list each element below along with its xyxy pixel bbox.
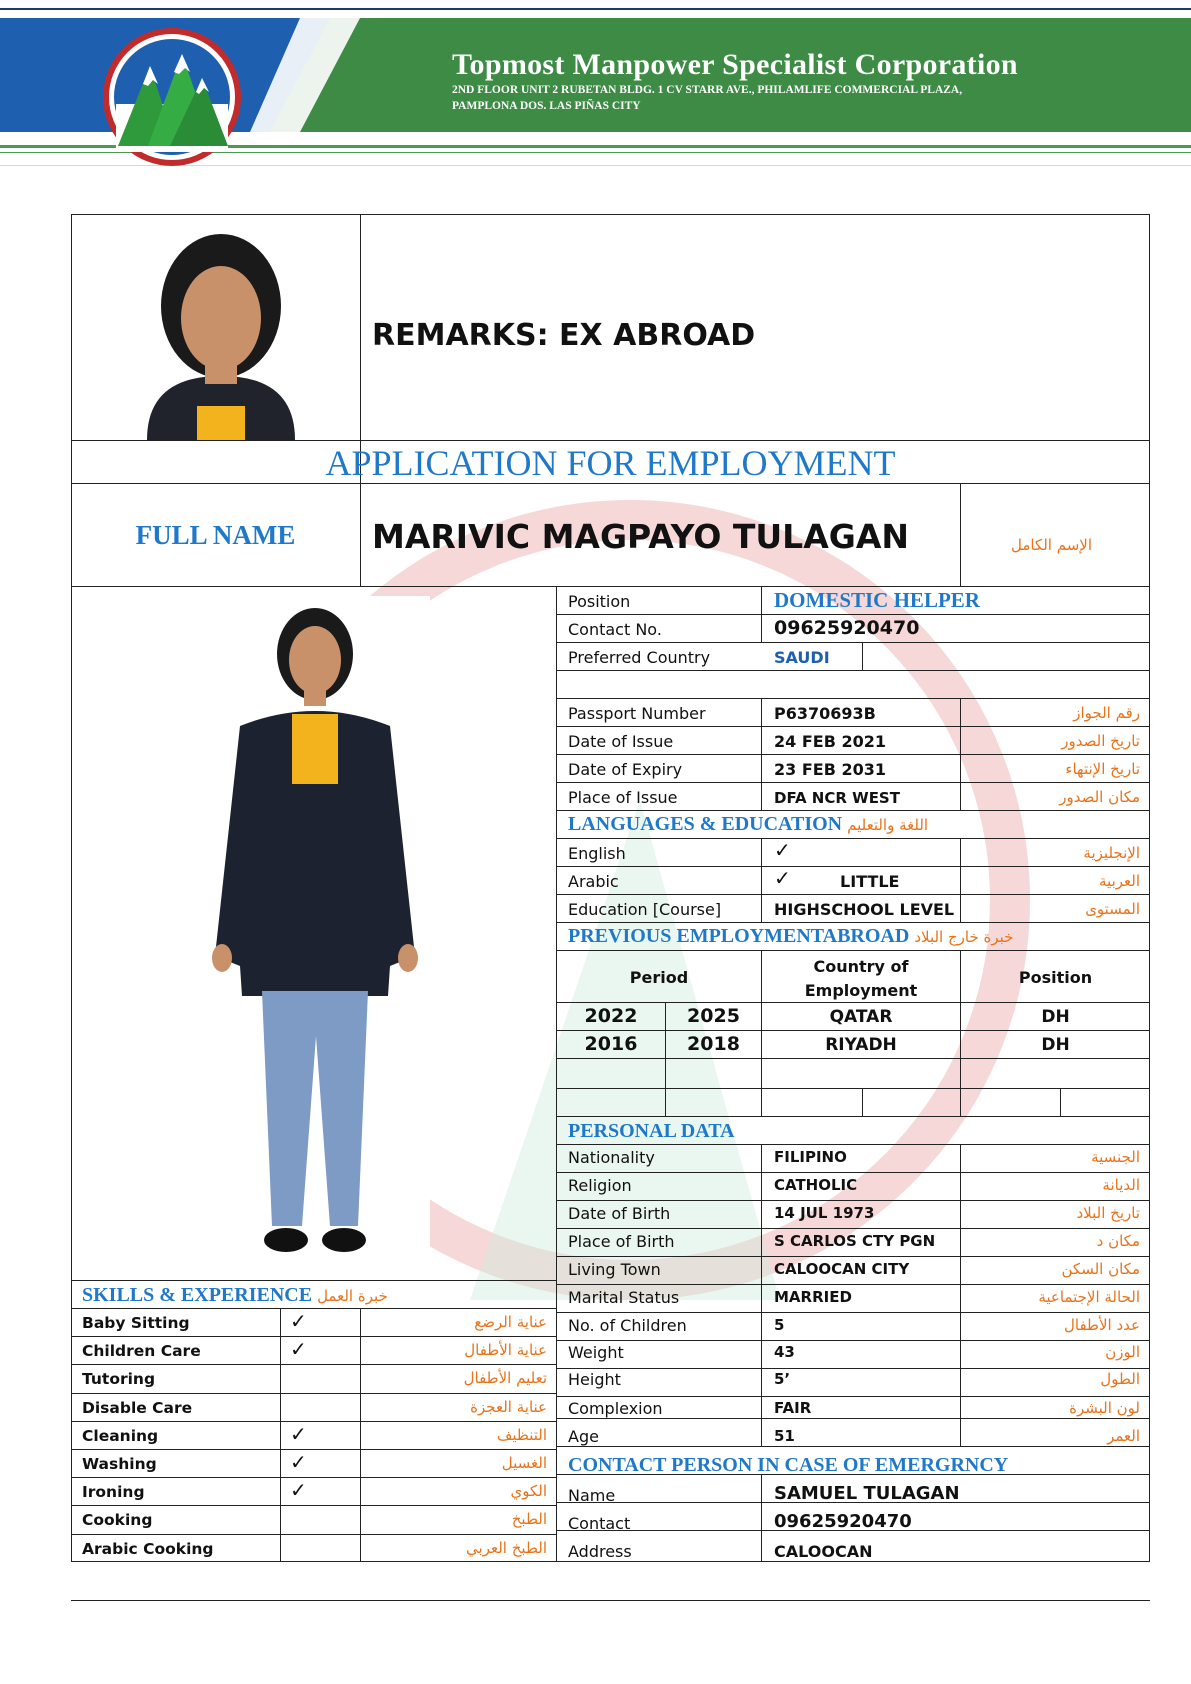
divider	[557, 838, 1150, 839]
divider	[557, 1446, 1150, 1447]
divider	[71, 1393, 557, 1394]
personal-value: CATHOLIC	[774, 1176, 858, 1194]
divider	[360, 1308, 361, 1562]
employment-country: QATAR	[829, 1007, 893, 1027]
english-check-icon: ✓	[774, 838, 791, 862]
divider	[960, 1144, 961, 1446]
divider	[71, 1477, 557, 1478]
english-arabic: الإنجليزية	[1083, 844, 1140, 862]
emergency-address-label: Address	[568, 1542, 632, 1561]
emergency-address-value: CALOOCAN	[774, 1542, 873, 1561]
divider	[557, 782, 1150, 783]
english-label: English	[568, 844, 626, 863]
divider	[557, 1088, 1150, 1089]
skill-arabic: عناية الأطفال	[464, 1341, 547, 1359]
contact-value: 09625920470	[774, 617, 920, 639]
position-header: Position	[1018, 968, 1093, 987]
full-name-value: MARIVIC MAGPAYO TULAGAN	[372, 517, 909, 556]
issue-date-label: Date of Issue	[568, 732, 674, 751]
place-of-issue-label: Place of Issue	[568, 788, 678, 807]
country-header-line-2: Employment	[804, 981, 918, 1000]
position-label: Position	[568, 592, 631, 611]
emergency-section-title: CONTACT PERSON IN CASE OF EMERGRNCY	[568, 1454, 1009, 1476]
arabic-arabic: العربية	[1099, 872, 1140, 890]
skill-label: Disable Care	[82, 1399, 193, 1417]
education-arabic: المستوى	[1085, 900, 1140, 918]
divider	[761, 1474, 762, 1562]
skill-check-icon: ✓	[290, 1309, 307, 1333]
divider	[557, 1116, 1150, 1117]
employment-section-title	[568, 925, 1013, 948]
issue-date-arabic: تاريخ الصدور	[1061, 732, 1140, 750]
skill-arabic: الطبخ العربي	[466, 1539, 547, 1557]
personal-value: 14 JUL 1973	[774, 1204, 875, 1222]
employment-from: 2016	[584, 1033, 638, 1055]
skill-arabic: تعليم الأطفال	[463, 1369, 547, 1387]
arabic-label: Arabic	[568, 872, 619, 891]
personal-arabic: الطول	[1100, 1370, 1140, 1388]
personal-label: Place of Birth	[568, 1232, 675, 1251]
languages-section-title	[568, 813, 928, 836]
personal-arabic: عدد الأطفال	[1064, 1316, 1140, 1334]
divider	[557, 1200, 1150, 1201]
personal-label: Height	[568, 1370, 621, 1389]
contact-label: Contact No.	[568, 620, 662, 639]
employment-to: 2025	[687, 1005, 740, 1027]
languages-title-arabic: اللغة والتعليم	[847, 816, 929, 834]
skill-check-icon: ✓	[290, 1478, 307, 1502]
divider	[960, 838, 961, 922]
emergency-contact-label: Contact	[568, 1514, 631, 1533]
divider	[1060, 1088, 1061, 1116]
personal-value: MARRIED	[774, 1288, 852, 1306]
divider	[280, 1308, 281, 1562]
divider	[557, 1144, 1150, 1145]
divider	[862, 1088, 863, 1116]
personal-value: FILIPINO	[774, 1148, 847, 1166]
skill-label: Tutoring	[82, 1370, 156, 1388]
personal-label: No. of Children	[568, 1316, 687, 1335]
personal-arabic: مكان د	[1096, 1232, 1140, 1250]
divider	[557, 1418, 1150, 1419]
skill-label: Arabic Cooking	[82, 1540, 214, 1558]
skill-arabic: عناية الرضع	[474, 1313, 547, 1331]
personal-section-title: PERSONAL DATA	[568, 1120, 735, 1142]
divider	[71, 1364, 557, 1365]
personal-value: FAIR	[774, 1399, 812, 1417]
skills-title: SKILLS & EXPERIENCE	[82, 1284, 313, 1306]
personal-value: 51	[774, 1427, 795, 1445]
divider	[557, 950, 1150, 951]
divider	[71, 1534, 557, 1535]
skill-arabic: الكوي	[510, 1482, 547, 1500]
divider	[557, 810, 1150, 811]
position-value: DOMESTIC HELPER	[774, 588, 980, 612]
full-name-arabic: الإسم الكامل	[1010, 536, 1092, 554]
arabic-check-icon: ✓	[774, 866, 791, 890]
full-name-label: FULL NAME	[135, 520, 296, 550]
divider	[557, 670, 1150, 671]
divider	[557, 642, 1150, 643]
personal-arabic: لون البشرة	[1069, 1399, 1140, 1417]
divider	[761, 1144, 762, 1446]
divider	[71, 1308, 557, 1309]
emergency-name-value: SAMUEL TULAGAN	[774, 1483, 960, 1504]
skill-label: Cleaning	[82, 1427, 159, 1445]
divider	[71, 1421, 557, 1422]
divider	[557, 1058, 1150, 1059]
divider	[71, 586, 1150, 587]
company-name: Topmost Manpower Specialist Corporation	[452, 48, 1018, 81]
divider	[557, 754, 1150, 755]
personal-arabic: تاريخ البلاد	[1076, 1204, 1140, 1222]
full-body-photo	[200, 596, 430, 1266]
address-line-2: PAMPLONA DOS. LAS PIÑAS CITY	[452, 100, 641, 112]
skill-arabic: الغسيل	[501, 1454, 547, 1472]
education-label: Education [Course]	[568, 900, 722, 919]
education-value: HIGHSCHOOL LEVEL	[774, 900, 955, 919]
skill-arabic: عناية العجزة	[470, 1398, 547, 1416]
personal-label: Religion	[568, 1176, 632, 1195]
personal-label: Complexion	[568, 1399, 663, 1418]
period-header: Period	[629, 968, 689, 987]
personal-label: Marital Status	[568, 1288, 680, 1307]
skill-check-icon: ✓	[290, 1337, 307, 1361]
employment-title-arabic: خبرة خارج البلاد	[914, 928, 1014, 946]
skill-check-icon: ✓	[290, 1450, 307, 1474]
divider	[71, 1336, 557, 1337]
passport-arabic: رقم الجواز	[1073, 704, 1140, 722]
header-top-rule	[0, 8, 1191, 10]
divider	[761, 838, 762, 922]
expiry-date-value: 23 FEB 2031	[774, 760, 886, 779]
divider	[557, 1284, 1150, 1285]
personal-arabic: الوزن	[1105, 1343, 1140, 1361]
passport-value: P6370693B	[774, 704, 876, 723]
preferred-country-label: Preferred Country	[568, 648, 711, 667]
address-line-1: 2ND FLOOR UNIT 2 RUBETAN BLDG. 1 CV STARR AVE., PHILAMLIFE COMMERCIAL PLAZA,	[452, 84, 963, 96]
skill-label: Baby Sitting	[82, 1314, 190, 1332]
country-header	[762, 955, 960, 1003]
expiry-date-arabic: تاريخ الإنتهاء	[1065, 760, 1140, 778]
issue-date-value: 24 FEB 2021	[774, 732, 886, 751]
divider	[557, 922, 1150, 923]
divider	[556, 586, 557, 1562]
footer-rule	[71, 1600, 1150, 1601]
divider	[557, 614, 1150, 615]
languages-title: LANGUAGES & EDUCATION	[568, 813, 843, 835]
personal-label: Living Town	[568, 1260, 661, 1279]
divider	[557, 1312, 1150, 1313]
divider	[557, 1228, 1150, 1229]
company-address	[452, 82, 1132, 114]
divider	[360, 214, 361, 586]
skills-section-title	[82, 1284, 388, 1307]
country-header-line-1: Country of	[813, 957, 909, 976]
emergency-contact-value: 09625920470	[774, 1511, 912, 1532]
employment-from: 2022	[584, 1005, 638, 1027]
divider	[557, 698, 1150, 699]
personal-label: Age	[568, 1427, 599, 1446]
personal-label: Date of Birth	[568, 1204, 671, 1223]
arabic-level-value: LITTLE	[840, 872, 900, 891]
passport-label: Passport Number	[568, 704, 706, 723]
mountain-logo-icon	[98, 26, 246, 168]
personal-arabic: الديانة	[1102, 1176, 1140, 1194]
divider	[862, 642, 863, 670]
personal-value: 5’	[774, 1370, 791, 1388]
divider	[71, 1505, 557, 1506]
employment-position: DH	[1041, 1035, 1070, 1055]
personal-value: CALOOCAN CITY	[774, 1260, 910, 1278]
divider	[71, 1449, 557, 1450]
skill-label: Washing	[82, 1455, 157, 1473]
place-of-issue-arabic: مكان الصدور	[1059, 788, 1140, 806]
form-title: APPLICATION FOR EMPLOYMENT	[325, 443, 896, 483]
emergency-name-label: Name	[568, 1486, 616, 1505]
personal-arabic: مكان السكن	[1061, 1260, 1140, 1278]
skill-arabic: التنظيف	[496, 1426, 547, 1444]
remarks-text: REMARKS: EX ABROAD	[372, 318, 756, 353]
divider	[71, 1280, 557, 1281]
skills-title-arabic: خبرة العمل	[317, 1287, 388, 1305]
place-of-issue-value: DFA NCR WEST	[774, 789, 900, 807]
skill-check-icon: ✓	[290, 1422, 307, 1446]
divider	[557, 726, 1150, 727]
personal-value: 43	[774, 1343, 795, 1361]
skill-arabic: الطبخ	[511, 1510, 547, 1528]
personal-arabic: العمر	[1107, 1427, 1140, 1445]
personal-label: Weight	[568, 1343, 624, 1362]
employment-position: DH	[1041, 1007, 1070, 1027]
personal-arabic: الجنسية	[1091, 1148, 1140, 1166]
skill-label: Children Care	[82, 1342, 201, 1360]
divider	[557, 1256, 1150, 1257]
expiry-date-label: Date of Expiry	[568, 760, 683, 779]
employment-title: PREVIOUS EMPLOYMENTABROAD	[568, 925, 910, 947]
personal-value: 5	[774, 1316, 785, 1334]
divider	[557, 1172, 1150, 1173]
headshot-photo	[107, 226, 335, 440]
preferred-country-value: SAUDI	[774, 648, 830, 667]
divider	[557, 866, 1150, 867]
divider	[557, 1030, 1150, 1031]
divider	[557, 894, 1150, 895]
employment-to: 2018	[687, 1033, 740, 1055]
personal-label: Nationality	[568, 1148, 655, 1167]
divider	[557, 1396, 1150, 1397]
divider	[960, 483, 961, 586]
skill-label: Ironing	[82, 1483, 145, 1501]
skill-label: Cooking	[82, 1511, 153, 1529]
personal-value: S CARLOS CTY PGN	[774, 1232, 936, 1250]
personal-arabic: الحالة الإجتماعية	[1038, 1288, 1140, 1306]
divider	[557, 1340, 1150, 1341]
employment-country: RIYADH	[825, 1035, 897, 1055]
